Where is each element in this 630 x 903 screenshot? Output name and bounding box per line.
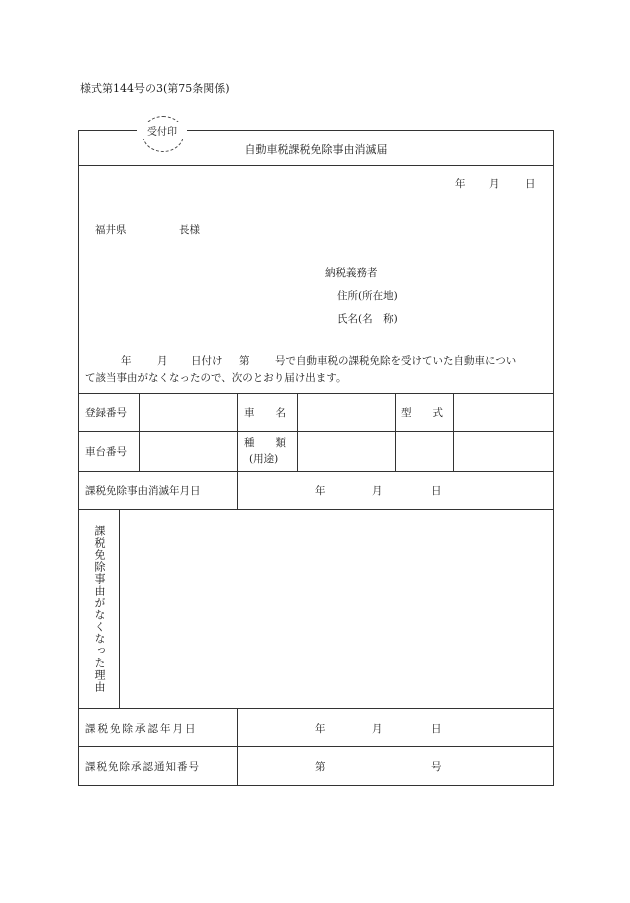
approval-date-label: 課税免除承認年月日: [85, 723, 198, 735]
date-month-label: 月: [489, 178, 500, 190]
divider: [79, 165, 553, 166]
divider: [79, 431, 553, 432]
cessation-year: 年: [315, 485, 326, 497]
model-label: 型 式: [401, 407, 443, 419]
form-frame: [78, 130, 554, 786]
chassis-no-label: 車台番号: [85, 446, 127, 458]
statement-day: 日付け: [191, 355, 223, 367]
cessation-date-label: 課税免除事由消滅年月日: [85, 485, 201, 497]
vehicle-name-label: 車 名: [244, 407, 286, 419]
statement-year: 年: [121, 355, 132, 367]
approval-day: 日: [431, 723, 442, 735]
divider: [395, 393, 396, 471]
divider: [237, 393, 238, 471]
cessation-month: 月: [372, 485, 383, 497]
form-title: 自動車税課税免除事由消滅届: [244, 143, 388, 156]
addressee-prefecture: 福井県: [95, 224, 127, 236]
cessation-day: 日: [431, 485, 442, 497]
date-year-label: 年: [455, 178, 466, 190]
reception-stamp-label: 受付印: [137, 122, 187, 139]
divider: [79, 393, 553, 394]
divider: [237, 708, 238, 785]
divider: [237, 471, 238, 509]
divider: [79, 509, 553, 510]
statement-rest: 号で自動車税の課税免除を受けていた自動車につい: [275, 355, 517, 367]
approval-year: 年: [315, 723, 326, 735]
statement-line-2: て該当事由がなくなったので、次のとおり届け出ます。: [85, 372, 347, 384]
divider: [119, 509, 120, 708]
usage-label: (用途): [249, 453, 279, 465]
approval-notice-label: 課税免除承認通知番号: [85, 761, 200, 773]
registration-no-label: 登録番号: [85, 407, 127, 419]
divider: [79, 708, 553, 709]
type-label: 種 類: [244, 437, 286, 449]
addressee-suffix: 長様: [179, 224, 200, 236]
approval-month: 月: [372, 723, 383, 735]
divider: [139, 393, 140, 471]
reason-label: 課税免除事由がなくなった理由: [93, 525, 106, 693]
divider: [297, 393, 298, 471]
form-reference: 様式第144号の3(第75条関係): [80, 82, 230, 95]
approval-no-prefix: 第: [315, 761, 326, 773]
taxpayer-name-label: 氏名(名 称): [337, 313, 398, 325]
statement-month: 月: [157, 355, 168, 367]
divider: [453, 393, 454, 471]
divider: [79, 471, 553, 472]
date-day-label: 日: [525, 178, 536, 190]
divider: [79, 746, 553, 747]
taxpayer-heading: 納税義務者: [325, 267, 378, 279]
statement-no-prefix: 第: [239, 355, 250, 367]
taxpayer-address-label: 住所(所在地): [337, 290, 398, 302]
approval-no-suffix: 号: [431, 761, 442, 773]
